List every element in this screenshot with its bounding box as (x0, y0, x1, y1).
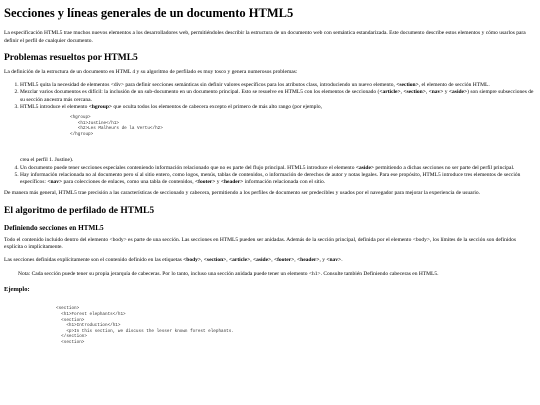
defining-sections-heading: Definiendo secciones en HTML5 (4, 223, 104, 232)
note-paragraph: Nota: Cada sección puede tener su propia jerarquía de cabeceras. Por lo tanto, incluso una sección anidada puede tener un elemento <h1>. Consulte también Definiendo cabeceras en HTML5. (18, 270, 439, 277)
explicit-sections-paragraph: Las secciones definidas explícitamente son el contenido definido en las etiquetas <body>, <section>, <article>, <aside>, <footer>, <header>, y <nav>. (4, 257, 343, 264)
code-block-example: <section> <h1>Forest elephants</h1> <section> <h1>Introduction</h1> <p>In this section, we discuss the lesser known forest elephants. </section> <section> (56, 306, 234, 345)
page-title: Secciones y líneas generales de un documento HTML5 (4, 6, 294, 20)
intro-paragraph: La especificación HTML5 trae muchos nuevos elementos a los desarrolladores web, permitiéndoles describir la estructura de un documento web con semántica estandarizada. Este documento describe estos elementos y cómo usarlos para definir el perfil de cualquier documento. (4, 30, 526, 44)
example-label: Ejemplo: (4, 285, 30, 293)
list-item: 4. Un documento puede tener secciones especiales conteniendo información relacionado que no es parte del flujo principal. HTML5 introduce el elemento <aside> permitiendo a dichas secciones no ser parte del perfil principal. (20, 165, 536, 172)
sections-paragraph: Todo el contenido incluido dentro del elemento <body> es parte de una sección. Las secciones en HTML5 pueden ser anidadas. Además de la sección principal, definida por el elemento <body>, los límites de la sección son definidos explícita o implícitamente. (4, 236, 517, 251)
problems-heading: Problemas resueltos por HTML5 (4, 52, 138, 63)
summary-paragraph: De manera más general, HTML5 trae precisión a las características de seccionado y cabecera, permitiendo a los perfiles de documento ser predecibles y usados por el navegador para mejorar la experiencia de usuario. (4, 190, 480, 197)
problems-list (4, 82, 536, 186)
list-item: 5. Hay información relacionada no al documento pero sí al sitio entero, como logos, menús, tablas de contenidos, o información de derechos de autor y notas legales. Para ese propósito, HTML5 introduce tres elementos de sección específicos: <nav> para colecciones de enlaces, como una tabla de contenidos, <footer> y <header> información relacionada con el sitio. (20, 172, 536, 187)
problems-lead: La definición de la estructura de un documento en HTML 4 y su algoritmo de perfilado es muy tosco y genera numerosos problemas: (4, 68, 298, 75)
list-item: 1. HTML5 quita la necesidad de elementos <div> para definir secciones semánticas sin definir valores específicos para los atributos class, introduciendo un nuevo elemento, <section>, el elemento de sección HTML. (20, 82, 536, 89)
list-item: 2. Mezclar varios documentos es difícil: la inclusión de un sub-documento en un documento principal. Esto se resuelve en HTML5 con los elementos de seccionado (<article>, <section>, <nav> y <aside>) son siempre subsecciones de su sección ancestra más cercana. (20, 89, 536, 104)
list-item: 3. HTML5 introduce el elemento <hgroup> que oculta todos los elementos de cabecera excepto el primero de más alto rango (por ejemplo, <hgroup> <h1>Justine</h1> <h2>Les Malheurs de la Vertu</h2> </hgroup> crea el perfil 1. Justine). (20, 104, 536, 165)
algorithm-heading: El algoritmo de perfilado de HTML5 (4, 205, 155, 216)
code-block-hgroup: <hgroup> <h1>Justine</h1> <h2>Les Malheurs de la Vertu</h2> </hgroup> (70, 115, 163, 137)
